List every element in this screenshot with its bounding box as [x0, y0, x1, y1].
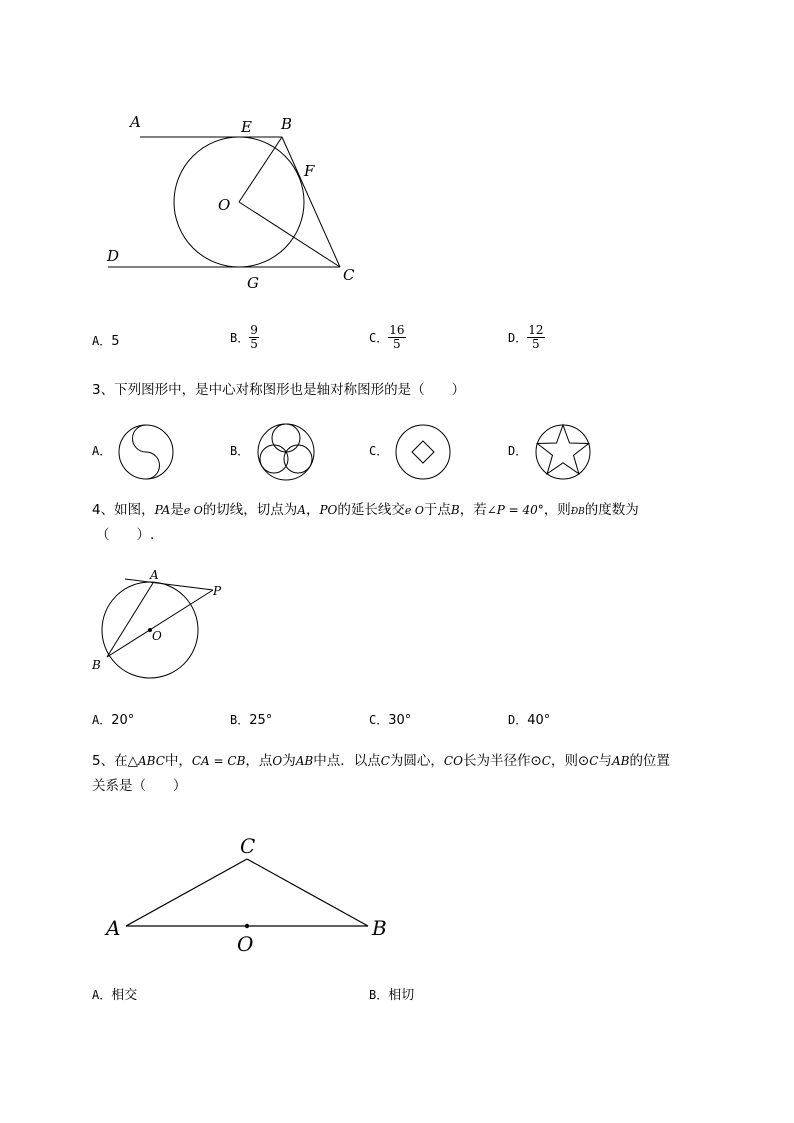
- q4-segment-AB: [107, 583, 153, 657]
- q5-label-C: C: [240, 834, 256, 858]
- q2-label-C: C: [343, 266, 355, 284]
- q4-question-line2: （ ）.: [96, 527, 155, 543]
- q2-label-B: B: [281, 115, 293, 133]
- q2-fraction-b: $\frac{9}{5}$: [250, 323, 258, 351]
- q4-label-B: B: [92, 658, 101, 672]
- q5-label-O: O: [237, 932, 254, 956]
- q2-segment-OC: [239, 202, 340, 267]
- q3-question-text: 3、下列图形中，是中心对称图形也是轴对称图形的是（ ）: [92, 382, 466, 398]
- q5-segment-CB: [247, 859, 368, 926]
- q4-label-P: P: [213, 584, 222, 598]
- q2-label-D: D: [107, 247, 120, 265]
- q5-label-A: A: [106, 916, 121, 940]
- yin-yang-icon: [116, 422, 176, 482]
- q4-tangent-PA: [125, 579, 213, 590]
- q5-midpoint-dot: [245, 924, 249, 928]
- q4-label-A: A: [150, 568, 159, 582]
- q5-label-B: B: [372, 916, 387, 940]
- q4-option-b[interactable]: B．25°: [230, 713, 273, 728]
- q4-option-d[interactable]: D．40°: [508, 713, 551, 728]
- q4-figure: [85, 565, 235, 680]
- q2-option-b[interactable]: B． $\frac{9}{5}$: [230, 323, 258, 351]
- q2-option-d[interactable]: D． $\frac{12}{5}$: [508, 323, 544, 351]
- q2-label-G: G: [247, 274, 259, 292]
- q5-figure: [100, 828, 400, 958]
- q4-question-text: 4、如图，PA是e O的切线，切点为A，PO的延长线交e O于点B，若∠P = 40°，则ÐB的度数为: [92, 502, 639, 518]
- q5-question-line2: 关系是（ ）: [92, 778, 187, 794]
- q2-label-O: O: [218, 196, 231, 214]
- q4-label-O: O: [152, 629, 162, 643]
- star-in-circle-icon: [533, 422, 593, 482]
- q2-figure: [100, 110, 370, 300]
- q2-option-a[interactable]: A．5: [92, 334, 120, 349]
- q2-segment-OB: [239, 137, 282, 202]
- q2-segment-BC: [282, 137, 340, 267]
- diamond-in-circle-icon: [393, 422, 453, 482]
- q2-option-c[interactable]: C． $\frac{16}{5}$: [369, 323, 405, 351]
- q4-option-c[interactable]: C．30°: [369, 713, 412, 728]
- q2-fraction-c: $\frac{16}{5}$: [389, 323, 405, 351]
- q5-segment-AC: [126, 859, 247, 926]
- q5-question-text: 5、在△ABC中，CA = CB，点O为AB中点．以点C为圆心，CO长为半径作⊙C，则⊙C与AB的位置: [92, 753, 670, 769]
- q2-label-A: A: [130, 113, 141, 131]
- q5-option-a[interactable]: A．相交: [92, 988, 138, 1003]
- q2-fraction-d: $\frac{12}{5}$: [528, 323, 544, 351]
- q2-label-F: F: [304, 162, 315, 180]
- three-arcs-icon: [255, 422, 317, 482]
- q5-option-b[interactable]: B．相切: [369, 988, 415, 1003]
- q2-label-E: E: [241, 118, 252, 136]
- q4-option-a[interactable]: A．20°: [92, 713, 135, 728]
